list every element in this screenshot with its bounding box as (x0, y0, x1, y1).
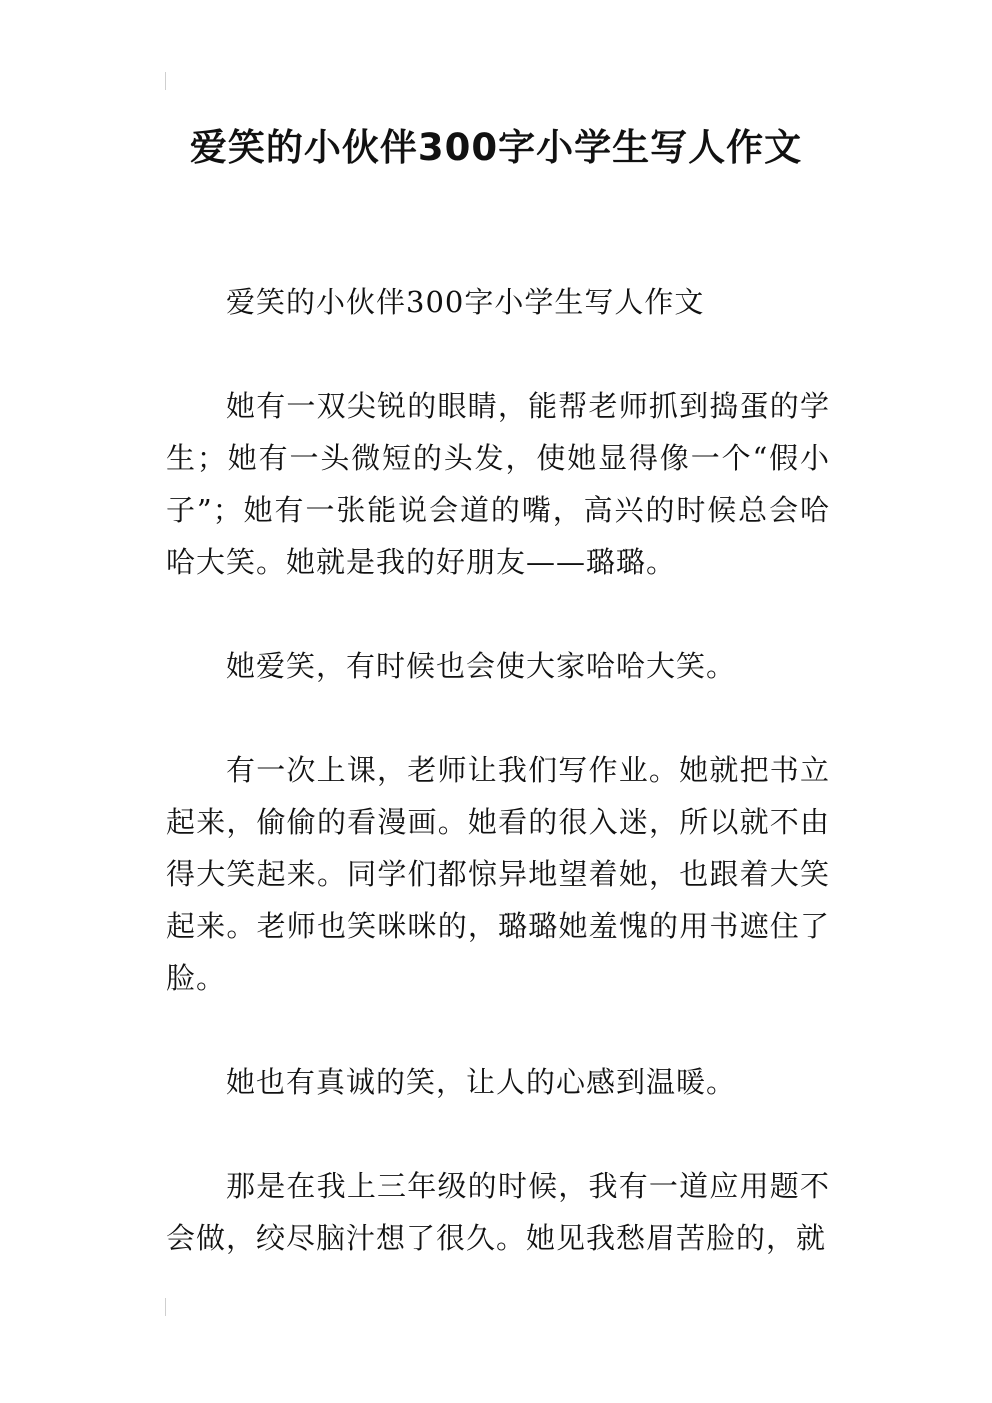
paragraph-2: 她爱笑，有时候也会使大家哈哈大笑。 (226, 649, 737, 683)
paragraph-subtitle: 爱笑的小伙伴300字小学生写人作文 (226, 285, 705, 319)
paragraph-4: 她也有真诚的笑，让人的心感到温暖。 (226, 1065, 737, 1099)
document-title: 爱笑的小伙伴300字小学生写人作文 (189, 126, 803, 169)
page-corner-mark-bottom (165, 1298, 166, 1316)
page-corner-mark-top (165, 72, 166, 90)
paragraph-5: 那是在我上三年级的时候，我有一道应用题不会做，绞尽脑汁想了很久。她见我愁眉苦脸的，就 (166, 1169, 830, 1255)
document-body (166, 276, 830, 1316)
paragraph-3: 有一次上课，老师让我们写作业。她就把书立起来，偷偷的看漫画。她看的很入迷，所以就不由得大笑起来。同学们都惊异地望着她，也跟着大笑起来。老师也笑咪咪的，璐璐她羞愧的用书遮住了脸。 (166, 753, 830, 995)
paragraph-1: 她有一双尖锐的眼睛，能帮老师抓到捣蛋的学生；她有一头微短的头发，使她显得像一个“假小子”；她有一张能说会道的嘴，高兴的时候总会哈哈大笑。她就是我的好朋友——璐璐。 (166, 389, 830, 579)
